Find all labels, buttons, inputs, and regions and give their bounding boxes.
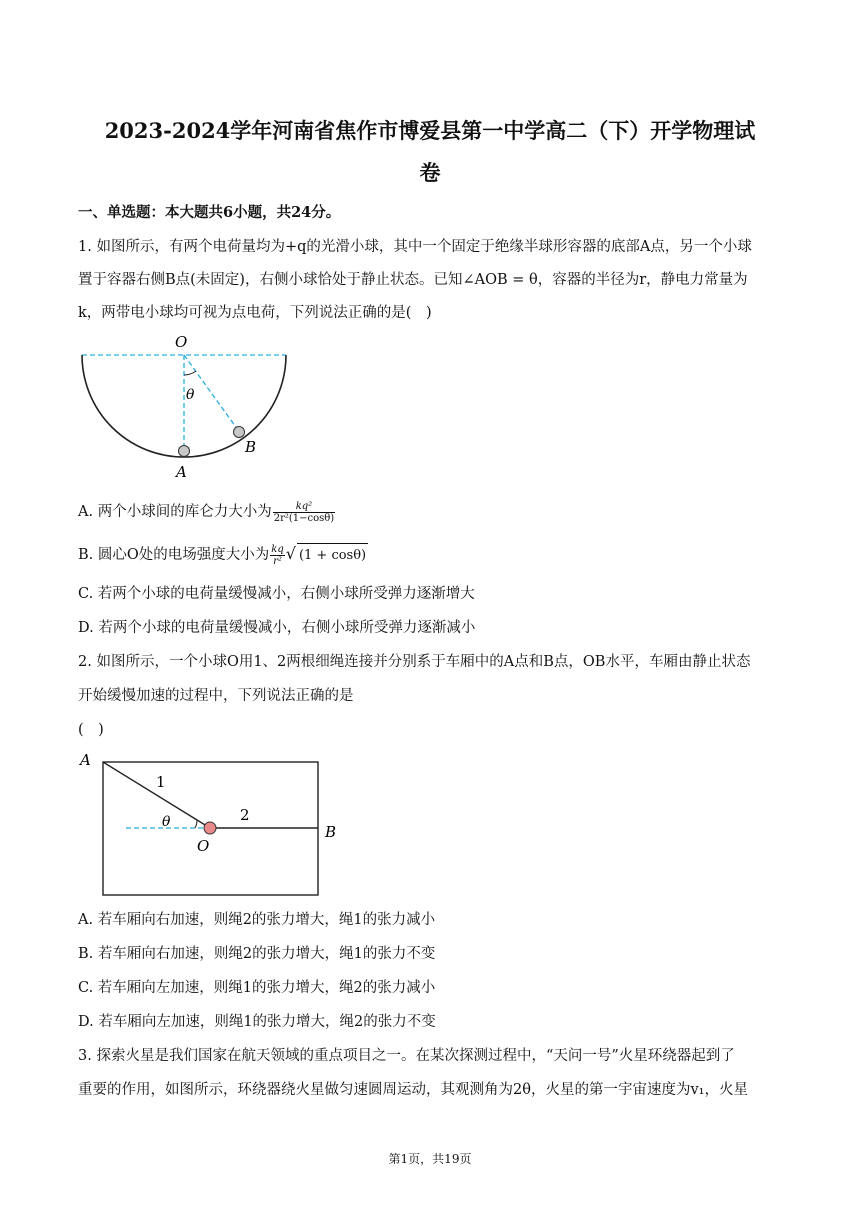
q2-fig-label-a: A — [80, 751, 91, 769]
q1-fig-label-b: B — [245, 438, 257, 456]
q1-option-a-fraction: $\frac{\text{kq²}}{\text{2r²(1−cosθ)}}$ — [273, 500, 335, 524]
q2-fig-label-2: 2 — [240, 806, 250, 824]
q2-stem-line1: 2. 如图所示，一个小球O用1、2两根细绳连接并分别系于车厢中的A点和B点，OB水平，车厢由静止状态 — [78, 654, 751, 670]
q2-fig-label-theta: θ — [162, 814, 171, 830]
exam-title-line1: 2023-2024学年河南省焦作市博爱县第一中学高二（下）开学物理试 — [104, 118, 756, 143]
exam-title-line2: 卷 — [419, 160, 441, 185]
q3-stem-line2: 重要的作用，如图所示，环绕器绕火星做匀速圆周运动，其观测角为2θ，火星的第一宇宙速度为v₁，火星 — [78, 1082, 748, 1098]
q1-option-b-sqrt: (1 + cosθ) — [297, 543, 368, 568]
q2-option-b: B. 若车厢向右加速，则绳2的张力增大，绳1的张力不变 — [78, 946, 436, 962]
q2-option-c: C. 若车厢向左加速，则绳1的张力增大，绳2的张力减小 — [78, 980, 436, 996]
section-heading: 一、单选题：本大题共6小题，共24分。 — [78, 204, 341, 221]
q1-stem-line1: 1. 如图所示，有两个电荷量均为+q的光滑小球，其中一个固定于绝缘半球形容器的底部A点，另一个小球 — [78, 239, 752, 255]
q1-option-b-fraction: $\frac{kq}{\text{r²}}$ — [271, 543, 284, 567]
q1-hemisphere-figure — [78, 330, 298, 485]
q2-stem-line2: 开始缓慢加速的过程中，下列说法正确的是 — [78, 688, 354, 704]
q1-option-c: C. 若两个小球的电荷量缓慢减小，右侧小球所受弹力逐渐增大 — [78, 586, 475, 602]
q1-option-b-text: B. 圆心O处的电场强度大小为 — [78, 547, 270, 563]
q1-stem-line2: 置于容器右侧B点(未固定)，右侧小球恰处于静止状态。已知∠AOB = θ，容器的半径为r，静电力常量为 — [78, 272, 748, 288]
q2-option-d: D. 若车厢向左加速，则绳1的张力增大，绳2的张力不变 — [78, 1014, 436, 1030]
q1-option-d: D. 若两个小球的电荷量缓慢减小，右侧小球所受弹力逐渐减小 — [78, 620, 476, 636]
q2-option-a: A. 若车厢向右加速，则绳2的张力增大，绳1的张力减小 — [78, 912, 436, 928]
q2-fig-label-o: O — [197, 837, 210, 855]
q2-stem-line3: ( ) — [78, 722, 104, 738]
q1-fig-label-o: O — [175, 333, 188, 351]
q2-fig-label-b: B — [325, 823, 337, 841]
q1-option-a-text: A. 两个小球间的库仑力大小为 — [78, 504, 272, 520]
q2-carriage-figure — [78, 748, 348, 900]
q1-option-b: B. 圆心O处的电场强度大小为 $\frac{kq}{\text{r²}}$ √ (1 + cosθ) — [78, 543, 367, 567]
q3-stem-line1: 3. 探索火星是我们国家在航天领域的重点项目之一。在某次探测过程中，“天问一号”火星环绕器起到了 — [78, 1048, 735, 1064]
page-footer: 第1页，共19页 — [388, 1152, 472, 1166]
q1-fig-label-theta: θ — [186, 387, 195, 403]
q2-fig-label-1: 1 — [156, 773, 166, 791]
q1-fig-label-a: A — [176, 463, 187, 481]
q1-stem-line3: k，两带电小球均可视为点电荷，下列说法正确的是( ) — [78, 305, 432, 321]
q1-option-a — [78, 500, 783, 524]
